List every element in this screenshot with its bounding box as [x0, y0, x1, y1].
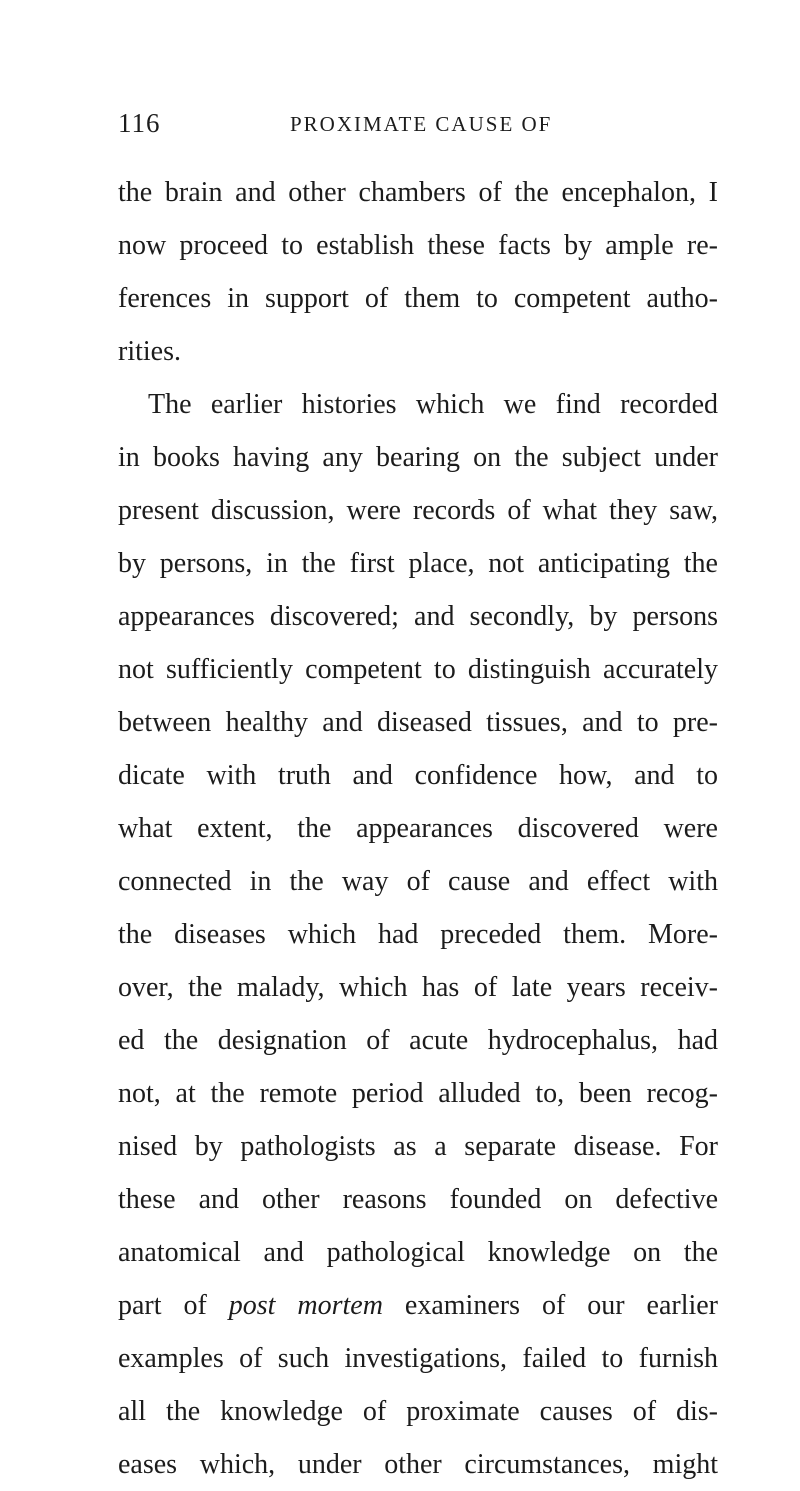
text-line: ferences in support of them to competent autho- [118, 283, 718, 314]
text-line: appearances discovered; and secondly, by persons [118, 601, 718, 632]
text-segment: part of [118, 1290, 229, 1321]
text-line: not sufficiently competent to distinguish accurately [118, 654, 718, 685]
text-line: nised by pathologists as a separate disease. For [118, 1131, 718, 1162]
running-title: PROXIMATE CAUSE OF [290, 112, 553, 136]
text-line: examples of such investigations, failed to furnish [118, 1343, 718, 1374]
text-line: connected in the way of cause and effect with [118, 866, 718, 897]
text-line: dicate with truth and confidence how, and to [118, 760, 718, 791]
text-line: The earlier histories which we find recorded [148, 389, 718, 420]
text-segment: examiners of our earlier [382, 1290, 719, 1321]
text-line: over, the malady, which has of late years receiv- [118, 972, 718, 1003]
text-line: present discussion, were records of what they saw, [118, 495, 718, 526]
text-line: in books having any bearing on the subject under [118, 442, 718, 473]
text-line: eases which, under other circumstances, might [118, 1449, 718, 1480]
text-line: not, at the remote period alluded to, been recog- [118, 1078, 718, 1109]
text-line-with-italic [118, 1279, 718, 1332]
italic-phrase: post mortem [228, 1290, 383, 1321]
text-line: between healthy and diseased tissues, and to pre- [118, 707, 718, 738]
text-line: now proceed to establish these facts by ample re- [118, 230, 718, 261]
text-line: ed the designation of acute hydrocephalus, had [118, 1025, 718, 1056]
text-line: the brain and other chambers of the encephalon, I [118, 177, 718, 208]
text-line: what extent, the appearances discovered were [118, 813, 718, 844]
text-line: all the knowledge of proximate causes of dis- [118, 1396, 718, 1427]
text-line: the diseases which had preceded them. More- [118, 919, 718, 950]
page-number: 116 [118, 108, 161, 138]
text-line: these and other reasons founded on defective [118, 1184, 718, 1215]
body-text [118, 166, 718, 1491]
text-line: rities. [118, 336, 181, 367]
running-head [0, 108, 800, 148]
text-line: anatomical and pathological knowledge on the [118, 1237, 718, 1268]
text-line: by persons, in the first place, not anticipating the [118, 548, 718, 579]
